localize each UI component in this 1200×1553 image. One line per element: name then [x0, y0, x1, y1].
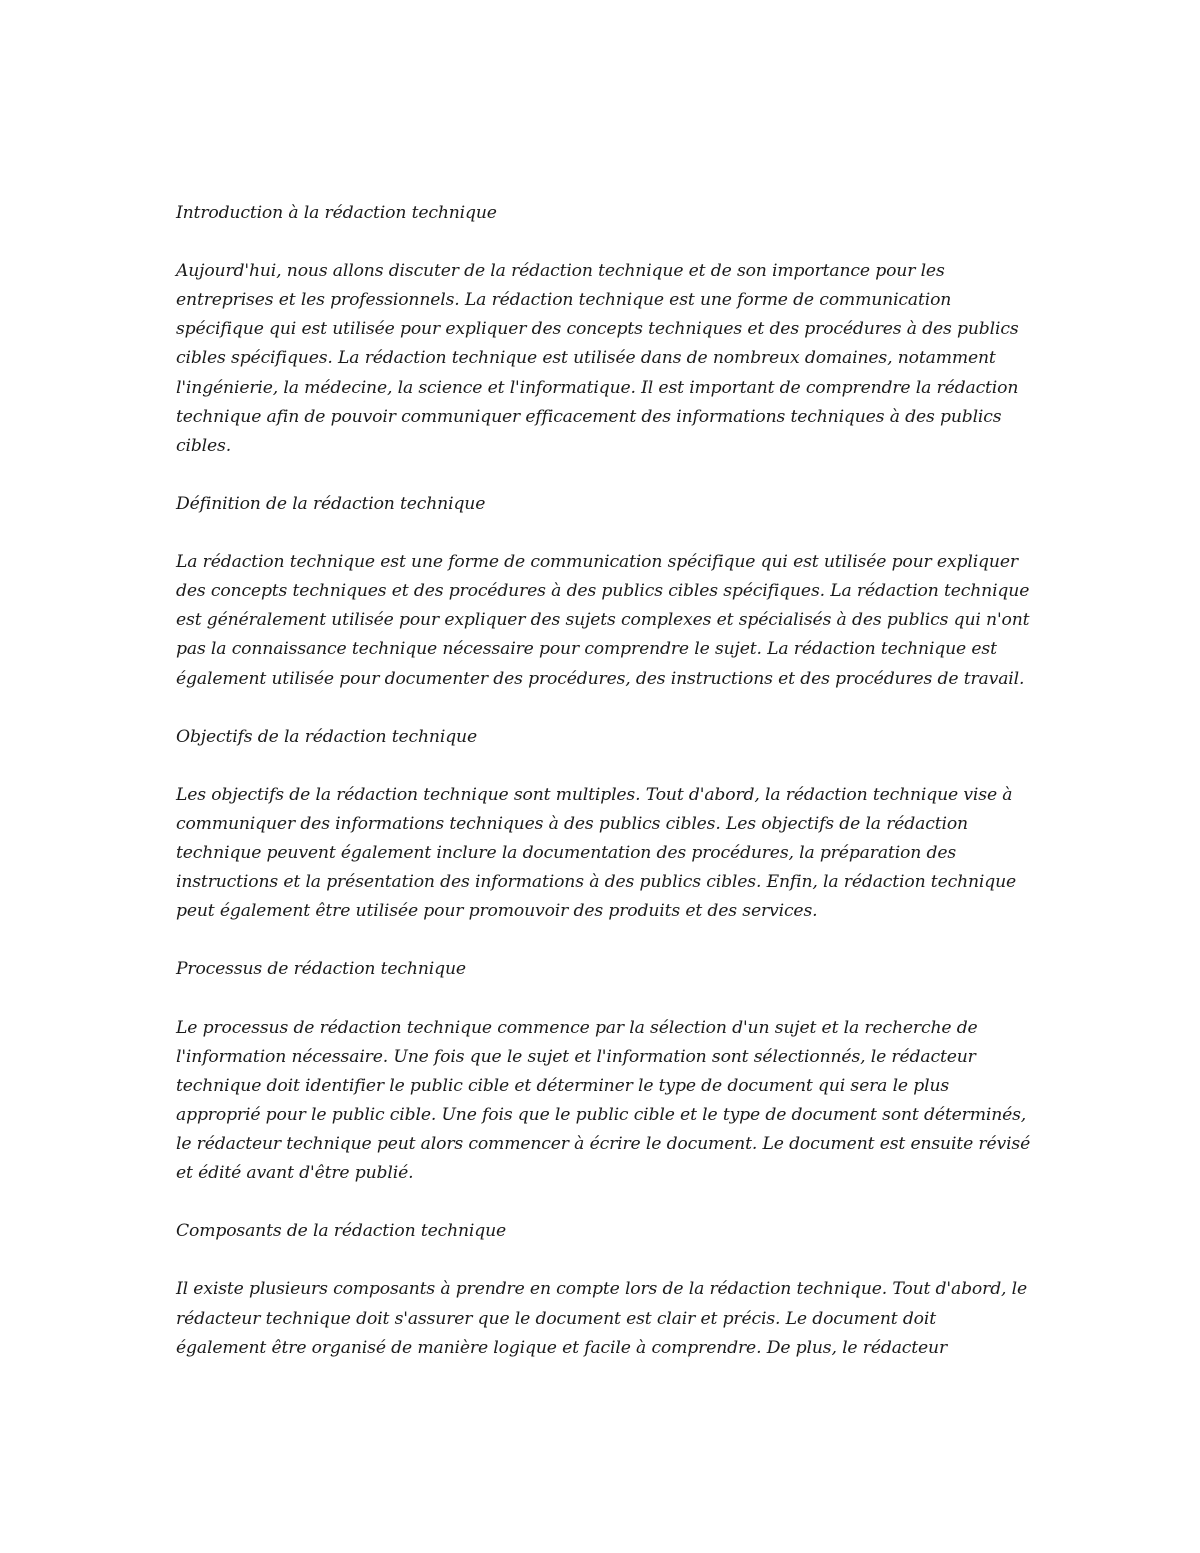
- section-body-definition: La rédaction technique est une forme de communication spécifique qui est utilisée pour expliquer des concepts techniques et des procédures à des publics cibles spécifiques. La rédaction technique est généralement utilisée pour expliquer des sujets complexes et spécialisés à des publics qui n'ont pas la connaissance technique nécessaire pour comprendre le sujet. La rédaction technique est également utilisée pour documenter des procédures, des instructions et des procédures de travail.: [176, 552, 1030, 689]
- section-body-processus: Le processus de rédaction technique commence par la sélection d'un sujet et la recherche de l'information nécessaire. Une fois que le sujet et l'information sont sélectionnés, le rédacteur technique doit identifier le public cible et déterminer le type de document qui sera le plus approprié pour le public cible. Une fois que le public cible et le type de document sont déterminés, le rédacteur technique peut alors commencer à écrire le document. Le document est ensuite révisé et édité avant d'être publié.: [176, 1017, 1031, 1184]
- section-heading-definition: Définition de la rédaction technique: [176, 493, 486, 514]
- section-heading-objectifs: Objectifs de la rédaction technique: [176, 726, 477, 747]
- document-content: [176, 199, 1031, 1392]
- section-body-introduction: Aujourd'hui, nous allons discuter de la rédaction technique et de son importance pour les entreprises et les professionnels. La rédaction technique est une forme de communication spécifique qui est utilisée pour expliquer des concepts techniques et des procédures à des publics cibles spécifiques. La rédaction technique est utilisée dans de nombreux domaines, notamment l'ingénierie, la médecine, la science et l'informatique. Il est important de comprendre la rédaction technique afin de pouvoir communiquer efficacement des informations techniques à des publics cibles.: [176, 261, 1019, 456]
- section-heading-processus: Processus de rédaction technique: [176, 959, 466, 980]
- section-heading-composants: Composants de la rédaction technique: [176, 1221, 507, 1242]
- section-heading-introduction: Introduction à la rédaction technique: [176, 203, 497, 223]
- section-body-objectifs: Les objectifs de la rédaction technique sont multiples. Tout d'abord, la rédaction technique vise à communiquer des informations techniques à des publics cibles. Les objectifs de la rédaction technique peuvent également inclure la documentation des procédures, la préparation des instructions et la présentation des informations à des publics cibles. Enfin, la rédaction technique peut également être utilisée pour promouvoir des produits et des services.: [176, 784, 1017, 922]
- section-body-composants: Il existe plusieurs composants à prendre en compte lors de la rédaction technique. Tout d'abord, le rédacteur technique doit s'assurer que le document est clair et précis. Le document doit également être organisé de manière logique et facile à comprendre. De plus, le rédacteur: [176, 1279, 1028, 1358]
